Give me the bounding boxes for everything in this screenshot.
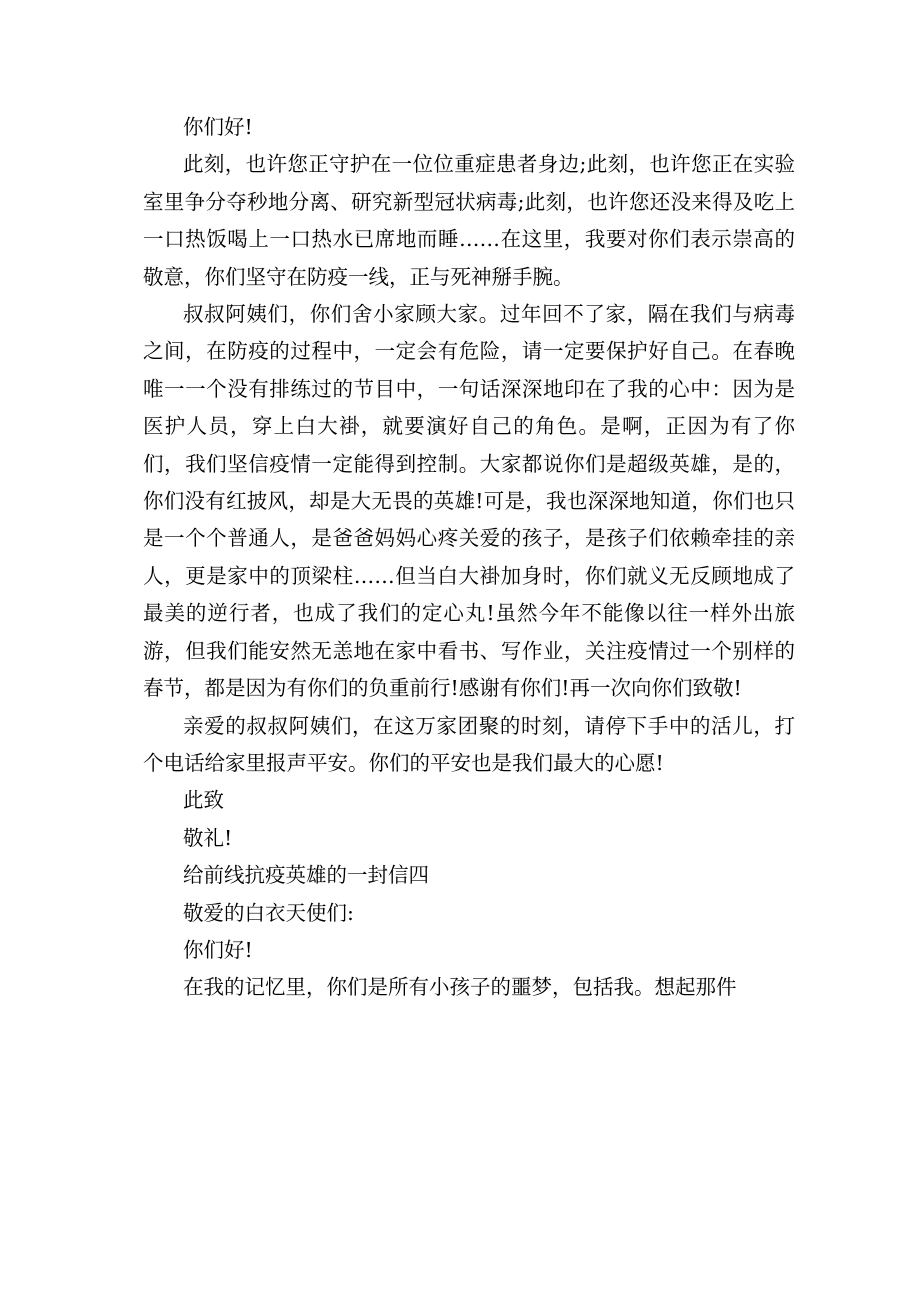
section-heading-letter-four: 给前线抗疫英雄的一封信四 [183, 863, 429, 888]
paragraph-addressee: 敬爱的白衣天使们: [183, 900, 354, 925]
paragraph-uncles-aunts: 叔叔阿姨们，你们舍小家顾大家。过年回不了家，隔在我们与病毒之间，在防疫的过程中，一定会有危险，请一定要保护好自己。在春晚唯一一个没有排练过的节目中，一句话深深地印在了我的心中：因为是医护人员，穿上白大褂，就要演好自己的角色。是啊，正因为有了你们，我们坚信疫情一定能得到控制。大家都说你们是超级英雄，是的，你们没有红披风，却是大无畏的英雄!可是，我也深深地知道，你们也只是一个个普通人，是爸爸妈妈心疼关爱的孩子，是孩子们依赖牵挂的亲人，更是家中的顶梁柱……但当白大褂加身时，你们就义无反顾地成了最美的逆行者，也成了我们的定心丸!虽然今年不能像以往一样外出旅游，但我们能安然无恙地在家中看书、写作业，关注疫情过一个别样的春节，都是因为有你们的负重前行!感谢有你们!再一次向你们致敬! [143, 302, 795, 701]
paragraph-greeting: 你们好! [183, 115, 253, 139]
paragraph-closing-respect: 敬礼! [183, 825, 233, 850]
document-body [143, 109, 795, 1007]
paragraph-closing-salutation: 此致 [183, 788, 224, 813]
paragraph-greeting-2: 你们好! [183, 937, 253, 962]
paragraph-this-moment: 此刻，也许您正守护在一位位重症患者身边;此刻，也许您正在实验室里争分夺秒地分离、研究新型冠状病毒;此刻，也许您还没来得及吃上一口热饭喝上一口热水已席地而睡……在这里，我要对你们表示崇高的敬意，你们坚守在防疫一线，正与死神掰手腕。 [143, 152, 795, 289]
paragraph-memory: 在我的记忆里，你们是所有小孩子的噩梦，包括我。想起那件 [183, 975, 737, 1000]
paragraph-dear-uncles-aunts: 亲爱的叔叔阿姨们，在这万家团聚的时刻，请停下手中的活儿，打个电话给家里报声平安。你们的平安也是我们最大的心愿! [143, 713, 795, 775]
